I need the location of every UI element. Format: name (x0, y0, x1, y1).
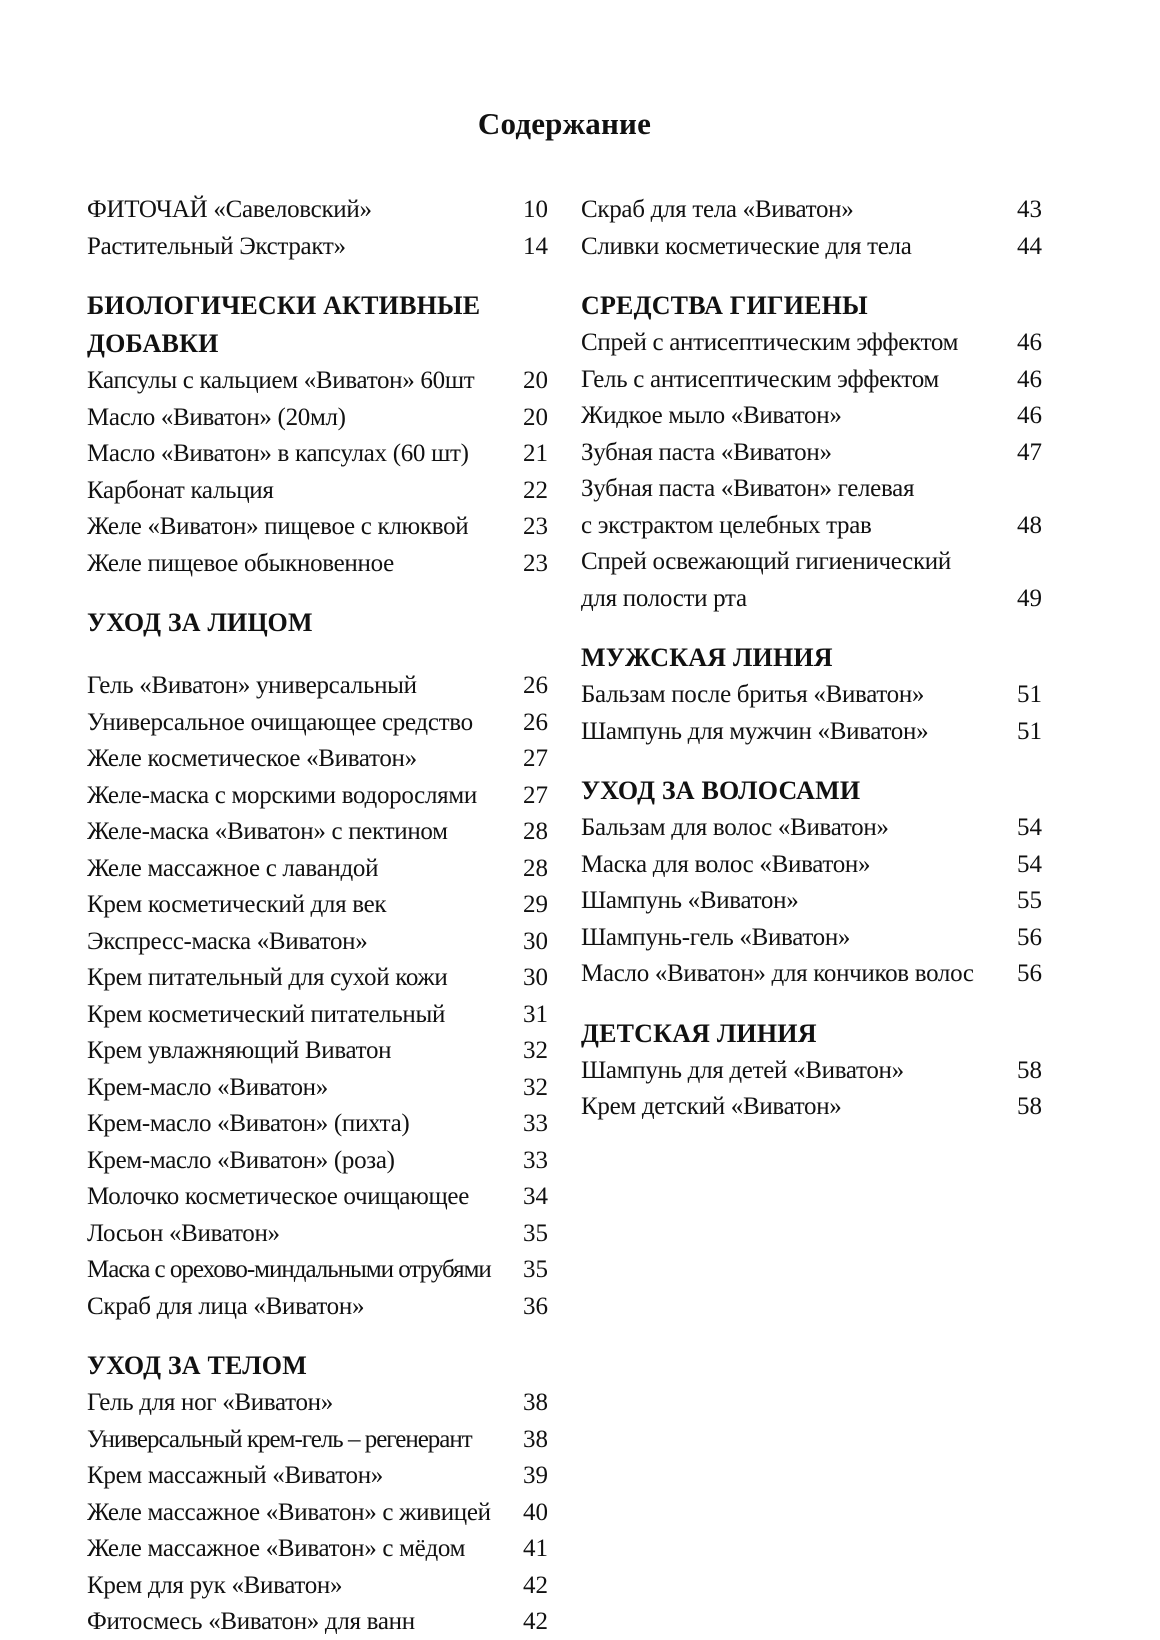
section-heading (87, 287, 548, 363)
toc-row (581, 471, 1042, 508)
toc-row-page: 32 (523, 1037, 548, 1064)
toc-row-page: 26 (523, 708, 548, 736)
section-heading (581, 287, 1042, 325)
toc-row-label: Гель с антисептическим эффектом (581, 365, 939, 393)
toc-row (581, 544, 1042, 581)
toc-row (581, 325, 1042, 362)
section-heading-line: ДЕТСКАЯ ЛИНИЯ (581, 1018, 817, 1048)
section-heading (87, 604, 548, 642)
toc-row-page: 49 (1017, 584, 1042, 612)
section-heading (581, 772, 1042, 810)
toc-row-page: 42 (523, 1608, 548, 1635)
toc-row-label: Крем-масло «Виватон» (87, 1073, 328, 1101)
toc-row-label: Капсулы с кальцием «Виватон» 60шт (87, 367, 475, 394)
toc-row (87, 1143, 548, 1180)
toc-row (87, 1568, 548, 1605)
toc-row (581, 229, 1042, 266)
toc-section (581, 1015, 1042, 1126)
toc-row-label: Желе пищевое обыкновенное (87, 549, 394, 577)
toc-row (87, 473, 548, 510)
toc-row-label: ФИТОЧАЙ «Савеловский» (87, 196, 372, 223)
toc-row-label: Шампунь-гель «Виватон» (581, 923, 851, 951)
toc-row (581, 435, 1042, 472)
toc-row-page: 30 (523, 964, 548, 991)
toc-row (581, 398, 1042, 435)
toc-row-label: Крем массажный «Виватон» (87, 1462, 384, 1489)
toc-row-label: Жидкое мыло «Виватон» (581, 402, 842, 429)
toc-row (87, 436, 548, 473)
toc-row-page: 26 (523, 672, 548, 699)
section-heading (581, 1015, 1042, 1053)
toc-row-label: Бальзам для волос «Виватон» (581, 814, 889, 841)
toc-section (87, 1347, 548, 1640)
toc-section (87, 192, 548, 265)
toc-row-label: Скраб для лица «Виватон» (87, 1292, 365, 1320)
toc-row-label: Желе-маска «Виватон» с пектином (87, 818, 448, 845)
toc-row-page: 54 (1017, 850, 1042, 878)
toc-row-label: Масло «Виватон» (20мл) (87, 403, 346, 431)
toc-row (87, 924, 548, 961)
section-heading-line: УХОД ЗА ТЕЛОМ (87, 1351, 307, 1380)
toc-row (87, 229, 548, 266)
toc-row (87, 1604, 548, 1640)
toc-row (87, 1070, 548, 1107)
page-title: Содержание (477, 106, 652, 141)
toc-section (87, 287, 548, 582)
toc-row (87, 741, 548, 778)
toc-column (87, 192, 548, 1640)
toc-row-label: Экспресс-маска «Виватон» (87, 927, 368, 955)
toc-row (87, 1495, 548, 1532)
toc-row (581, 508, 1042, 545)
section-heading-line: УХОД ЗА ЛИЦОМ (87, 608, 313, 637)
toc-row-label: Гель для ног «Виватон» (87, 1389, 333, 1416)
toc-row-page: 46 (1017, 329, 1042, 356)
toc-row (87, 1458, 548, 1495)
toc-row-page: 48 (1017, 511, 1042, 539)
toc-row-page: 56 (1017, 960, 1042, 987)
toc-row-page: 33 (523, 1146, 548, 1174)
toc-section (581, 287, 1042, 617)
toc-row (87, 1179, 548, 1216)
toc-row (87, 1216, 548, 1253)
toc-row-label: для полости рта (581, 584, 747, 612)
toc-row-label: Крем увлажняющий Виватон (87, 1037, 392, 1064)
toc-row (581, 677, 1042, 714)
toc-row-label: Спрей с антисептическим эффектом (581, 329, 959, 356)
toc-columns (87, 192, 1042, 1640)
toc-row (87, 1289, 548, 1326)
toc-row-label: Крем детский «Виватон» (581, 1093, 842, 1120)
toc-row (87, 546, 548, 583)
toc-row-label: Гель «Виватон» универсальный (87, 672, 417, 699)
toc-section (581, 192, 1042, 265)
toc-row-page: 51 (1017, 681, 1042, 708)
toc-row-page: 21 (523, 440, 548, 467)
toc-row-page: 58 (1017, 1056, 1042, 1084)
toc-row (87, 192, 548, 229)
toc-row-label: Желе-маска с морскими водорослями (87, 781, 477, 809)
toc-row-label: с экстрактом целебных трав (581, 511, 872, 539)
toc-row-label: Зубная паста «Виватон» гелевая (581, 475, 915, 502)
toc-row-page: 20 (523, 367, 548, 394)
toc-row-page: 47 (1017, 438, 1042, 466)
toc-row-page: 55 (1017, 887, 1042, 914)
toc-row-label: Крем для рук «Виватон» (87, 1571, 343, 1599)
toc-row-label: Маска для волос «Виватон» (581, 850, 871, 878)
toc-row-label: Шампунь «Виватон» (581, 887, 799, 914)
toc-row-page: 35 (523, 1256, 548, 1283)
toc-row (87, 887, 548, 924)
toc-row-page: 22 (523, 476, 548, 504)
toc-row-page: 36 (523, 1292, 548, 1320)
section-heading-line: МУЖСКАЯ ЛИНИЯ (581, 643, 833, 672)
toc-row-page: 23 (523, 513, 548, 540)
toc-row-label: Крем-масло «Виватон» (пихта) (87, 1110, 410, 1137)
section-heading (581, 639, 1042, 677)
toc-row-page: 46 (1017, 402, 1042, 429)
toc-row (87, 1252, 548, 1289)
toc-row (87, 705, 548, 742)
toc-row-page: 10 (523, 196, 548, 223)
toc-row-label: Универсальное очищающее средство (87, 708, 473, 736)
toc-row-label: Крем-масло «Виватон» (роза) (87, 1146, 395, 1174)
toc-row-label: Желе косметическое «Виватон» (87, 745, 417, 772)
toc-row-page: 38 (523, 1389, 548, 1416)
toc-row (87, 509, 548, 546)
toc-row-page: 20 (523, 403, 548, 431)
toc-row-page: 30 (523, 927, 548, 955)
toc-row (581, 1089, 1042, 1126)
toc-section (581, 639, 1042, 750)
toc-row-label: Сливки косметические для тела (581, 232, 912, 260)
toc-row (87, 1033, 548, 1070)
section-heading-line: БИОЛОГИЧЕСКИ АКТИВНЫЕ (87, 291, 481, 320)
toc-row-label: Молочко косметическое очищающее (87, 1183, 470, 1210)
toc-row-label: Шампунь для детей «Виватон» (581, 1056, 904, 1084)
toc-row-page: 44 (1017, 232, 1042, 260)
toc-row (87, 960, 548, 997)
toc-row-label: Шампунь для мужчин «Виватон» (581, 717, 929, 745)
toc-section (87, 604, 548, 1325)
toc-row-page: 31 (523, 1000, 548, 1028)
toc-row-label: Масло «Виватон» в капсулах (60 шт) (87, 440, 469, 467)
toc-row-label: Универсальный крем-гель – регенерант (87, 1425, 472, 1453)
toc-row-page: 42 (523, 1571, 548, 1599)
toc-row (581, 920, 1042, 957)
section-heading (87, 1347, 548, 1385)
toc-row (581, 956, 1042, 993)
toc-row (581, 810, 1042, 847)
toc-row-label: Желе массажное «Виватон» с живицей (87, 1498, 491, 1526)
toc-row (87, 814, 548, 851)
toc-row (87, 668, 548, 705)
toc-row (87, 363, 548, 400)
toc-row-label: Зубная паста «Виватон» (581, 438, 832, 466)
toc-row-page: 40 (523, 1498, 548, 1526)
toc-row (87, 1385, 548, 1422)
toc-row (87, 1531, 548, 1568)
toc-row-label: Растительный Экстракт» (87, 232, 346, 260)
toc-row (581, 714, 1042, 751)
toc-row (581, 362, 1042, 399)
toc-row-page: 27 (523, 781, 548, 809)
toc-row (581, 847, 1042, 884)
section-heading-line: УХОД ЗА ВОЛОСАМИ (581, 776, 861, 805)
toc-row (87, 997, 548, 1034)
toc-row-label: Спрей освежающий гигиенический (581, 548, 951, 575)
toc-row-page: 33 (523, 1110, 548, 1137)
toc-row-page: 51 (1017, 717, 1042, 745)
toc-row-page: 58 (1017, 1093, 1042, 1120)
toc-row-page: 56 (1017, 923, 1042, 951)
toc-section (581, 772, 1042, 993)
toc-row-page: 43 (1017, 196, 1042, 223)
toc-row-page: 28 (523, 818, 548, 845)
toc-row-page: 41 (523, 1535, 548, 1562)
toc-column (581, 192, 1042, 1640)
toc-row (581, 883, 1042, 920)
toc-row-label: Скраб для тела «Виватон» (581, 196, 854, 223)
toc-row-page: 14 (523, 232, 548, 260)
toc-row-label: Маска с орехово-миндальными отрубями (87, 1256, 491, 1283)
toc-row-label: Желе массажное с лавандой (87, 854, 379, 882)
toc-row-page: 28 (523, 854, 548, 882)
toc-row-label: Желе «Виватон» пищевое с клюквой (87, 513, 469, 540)
toc-row-page: 23 (523, 549, 548, 577)
toc-row-page: 32 (523, 1073, 548, 1101)
section-heading-line: СРЕДСТВА ГИГИЕНЫ (581, 291, 868, 320)
toc-row-page: 27 (523, 745, 548, 772)
toc-row-label: Бальзам после бритья «Виватон» (581, 681, 925, 708)
toc-row-label: Масло «Виватон» для кончиков волос (581, 960, 974, 987)
toc-row (581, 1053, 1042, 1090)
toc-row-page: 39 (523, 1462, 548, 1489)
toc-row-page: 54 (1017, 814, 1042, 841)
toc-row-label: Карбонат кальция (87, 476, 274, 504)
toc-row-label: Крем косметический питательный (87, 1000, 446, 1028)
toc-row (581, 581, 1042, 618)
toc-row-page: 34 (523, 1183, 548, 1210)
toc-row (87, 400, 548, 437)
toc-row-page: 35 (523, 1219, 548, 1247)
toc-row (581, 192, 1042, 229)
toc-row-page: 46 (1017, 365, 1042, 393)
section-heading-line: ДОБАВКИ (87, 329, 219, 358)
toc-row-label: Крем косметический для век (87, 891, 387, 918)
toc-row (87, 851, 548, 888)
toc-row-label: Желе массажное «Виватон» с мёдом (87, 1535, 466, 1562)
toc-row-label: Фитосмесь «Виватон» для ванн (87, 1608, 415, 1635)
toc-row-page: 38 (523, 1425, 548, 1453)
toc-row (87, 1106, 548, 1143)
toc-row-page: 29 (523, 891, 548, 918)
toc-row (87, 778, 548, 815)
toc-row (87, 1422, 548, 1459)
toc-row-label: Лосьон «Виватон» (87, 1219, 280, 1247)
toc-row-label: Крем питательный для сухой кожи (87, 964, 448, 991)
